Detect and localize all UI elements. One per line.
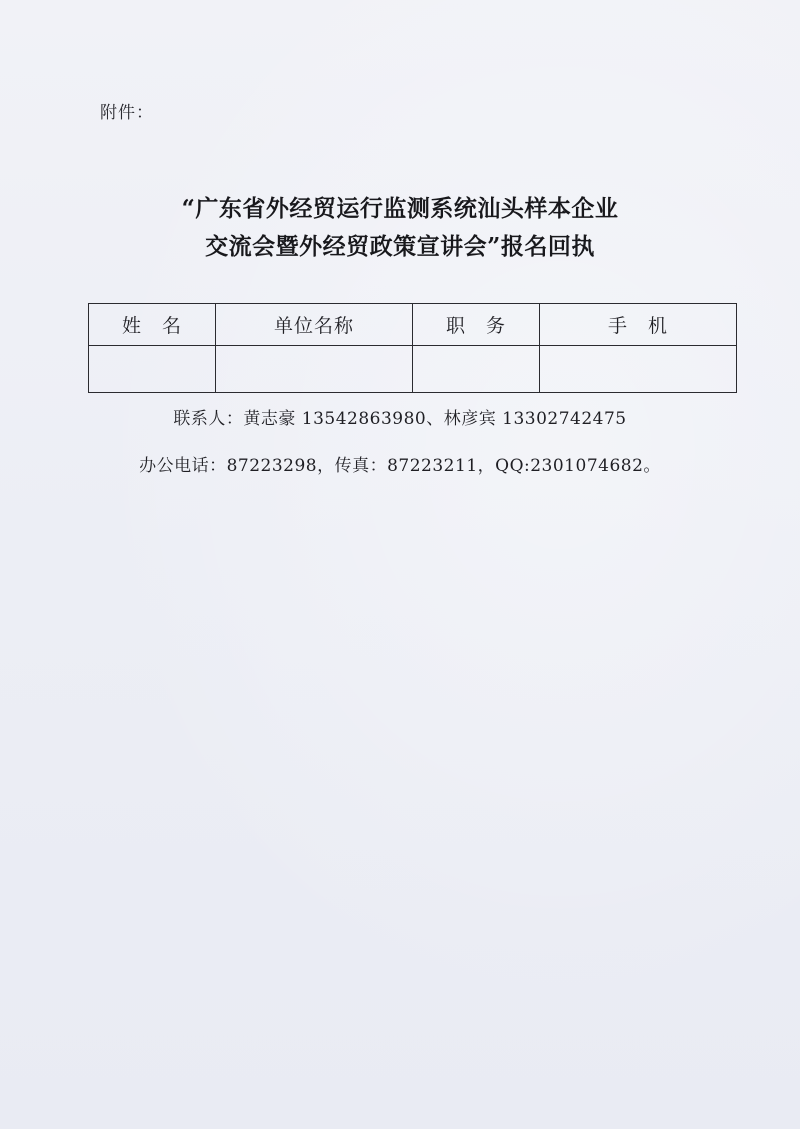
contact-persons: 联系人：黄志豪 13542863980、林彦宾 13302742475 bbox=[173, 409, 627, 429]
cell-company bbox=[216, 346, 413, 393]
office-contact-info: 办公电话：87223298，传真：87223211，QQ:2301074682。 bbox=[139, 456, 661, 476]
document-title-line-1: “广东省外经贸运行监测系统汕头样本企业 bbox=[181, 195, 619, 222]
header-cell-name: 姓 名 bbox=[89, 304, 216, 346]
header-cell-mobile: 手 机 bbox=[540, 304, 737, 346]
header-cell-position: 职 务 bbox=[413, 304, 540, 346]
cell-mobile bbox=[540, 346, 737, 393]
cell-name bbox=[89, 346, 216, 393]
attachment-label: 附件： bbox=[100, 103, 154, 123]
document-title-line-2: 交流会暨外经贸政策宣讲会”报名回执 bbox=[205, 233, 595, 260]
cell-position bbox=[413, 346, 540, 393]
table-header-row bbox=[89, 304, 737, 346]
registration-form-table bbox=[88, 303, 737, 393]
table-row bbox=[89, 346, 737, 393]
header-cell-company: 单位名称 bbox=[216, 304, 413, 346]
